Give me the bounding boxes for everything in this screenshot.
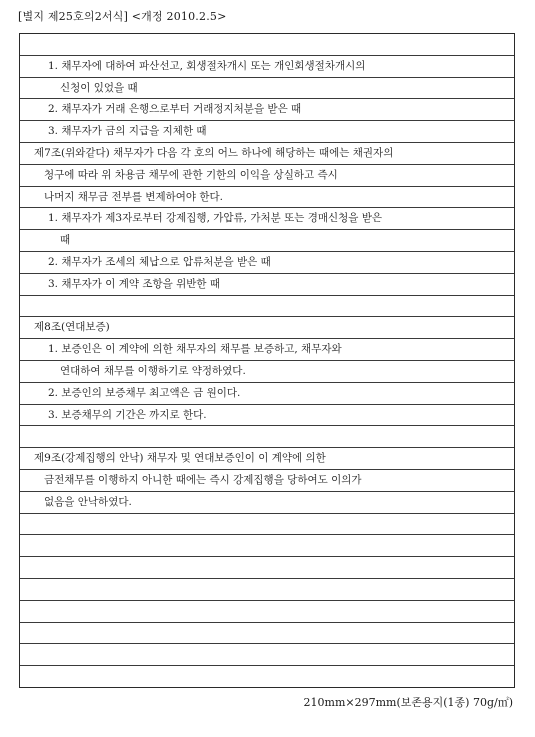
ruled-line xyxy=(20,557,514,579)
ruled-line xyxy=(20,470,514,492)
line-text: 연대하여 채무를 이행하기로 약정하였다. xyxy=(60,364,246,377)
ruled-line xyxy=(20,296,514,318)
ruled-line xyxy=(20,339,514,361)
line-text: 2. 보증인의 보증채무 최고액은 금 원이다. xyxy=(48,386,241,399)
ruled-line xyxy=(20,317,514,339)
ruled-line xyxy=(20,99,514,121)
ruled-line xyxy=(20,448,514,470)
line-text: 2. 채무자가 조세의 체납으로 압류처분을 받은 때 xyxy=(48,255,271,268)
ruled-line xyxy=(20,666,514,688)
line-text: 금전채무를 이행하지 아니한 때에는 즉시 강제집행을 당하여도 이의가 xyxy=(44,473,362,486)
line-text: 1. 채무자에 대하여 파산선고, 회생절차개시 또는 개인회생절차개시의 xyxy=(48,59,366,72)
ruled-line xyxy=(20,514,514,536)
line-text: 2. 채무자가 거래 은행으로부터 거래정지처분을 받은 때 xyxy=(48,103,302,116)
line-text: 나머지 채무금 전부를 변제하여야 한다. xyxy=(44,190,223,203)
ruled-line xyxy=(20,34,514,56)
line-text: 제9조(강제집행의 안낙) 채무자 및 연대보증인이 이 계약에 의한 xyxy=(34,452,326,465)
ruled-line xyxy=(20,143,514,165)
line-text: 없음을 안낙하였다. xyxy=(44,495,132,508)
ruled-line xyxy=(20,165,514,187)
line-text: 신청이 있었을 때 xyxy=(60,81,138,94)
line-text: 제7조(위와같다) 채무자가 다음 각 호의 어느 하나에 해당하는 때에는 채권자의 xyxy=(34,146,394,159)
line-text: 1. 보증인은 이 계약에 의한 채무자의 채무를 보증하고, 채무자와 xyxy=(48,343,342,356)
ruled-line xyxy=(20,492,514,514)
ruled-line xyxy=(20,383,514,405)
form-body xyxy=(19,33,515,688)
form-header: [별지 제25호의2서식] <개정 2010.2.5> xyxy=(18,10,227,23)
ruled-line xyxy=(20,274,514,296)
line-text: 3. 채무자가 금의 지급을 지체한 때 xyxy=(48,125,207,138)
ruled-line xyxy=(20,644,514,666)
ruled-line xyxy=(20,230,514,252)
ruled-line xyxy=(20,405,514,427)
ruled-line xyxy=(20,252,514,274)
ruled-line xyxy=(20,535,514,557)
ruled-line xyxy=(20,56,514,78)
ruled-line xyxy=(20,426,514,448)
line-text: 3. 보증채무의 기간은 까지로 한다. xyxy=(48,408,207,421)
ruled-line xyxy=(20,208,514,230)
line-text: 1. 채무자가 제3자로부터 강제집행, 가압류, 가처분 또는 경매신청을 받은 xyxy=(48,212,383,225)
line-text: 제8조(연대보증) xyxy=(34,321,110,334)
line-text: 청구에 따라 위 차용금 채무에 관한 기한의 이익을 상실하고 즉시 xyxy=(44,168,338,181)
ruled-line xyxy=(20,623,514,645)
paper-spec-footer: 210mm×297mm(보존용지(1종) 70g/㎡) xyxy=(303,696,513,709)
line-text: 때 xyxy=(60,234,71,247)
line-text: 3. 채무자가 이 계약 조항을 위반한 때 xyxy=(48,277,221,290)
ruled-line xyxy=(20,361,514,383)
ruled-line xyxy=(20,187,514,209)
ruled-line xyxy=(20,78,514,100)
ruled-line xyxy=(20,121,514,143)
ruled-line xyxy=(20,579,514,601)
ruled-line xyxy=(20,601,514,623)
